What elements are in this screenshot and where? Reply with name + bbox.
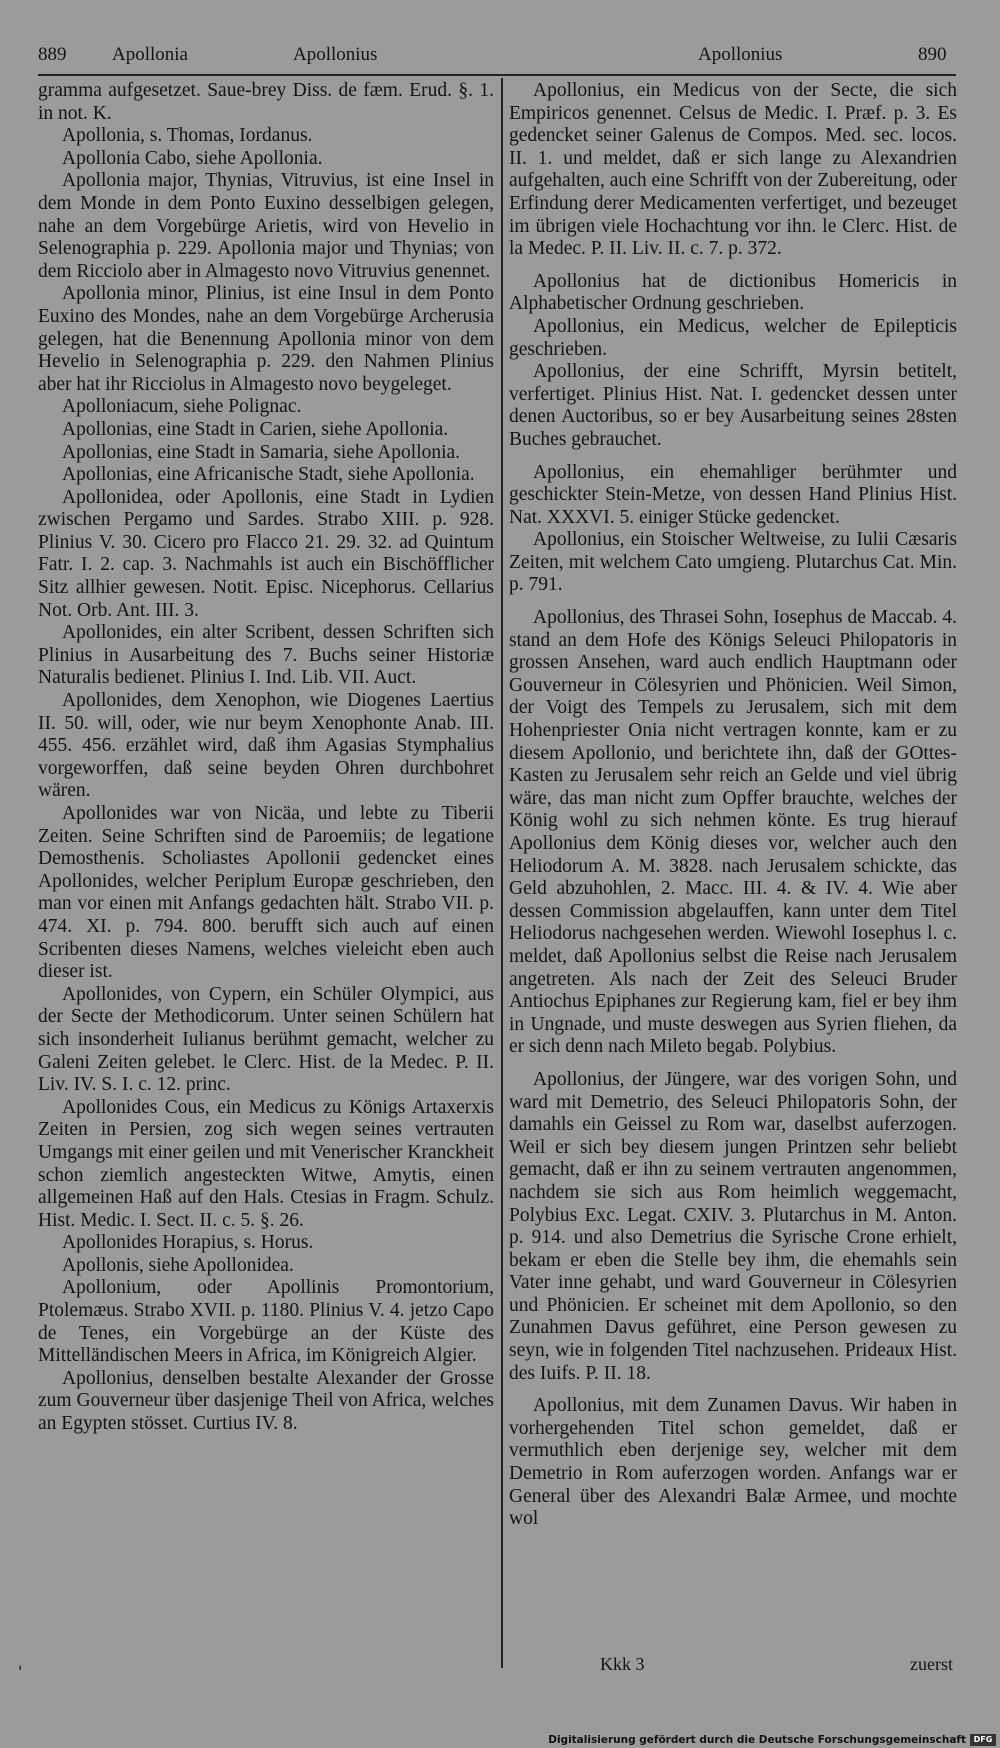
entry: Apollonia minor, Plinius, ist eine Insul in dem Ponto Euxino des Mondes, nahe an dem Vorgebürge Archerusia gelegen, hat die Benennung Apollonia minor von dem Hevelio in Selenographia p. 229. den Nahmen Plinius aber hat ihr Ricciolus in Almagesto novo beygeleget. — [38, 283, 494, 395]
catchword: zuerst — [910, 1654, 953, 1674]
entry: Apollonia Cabo, siehe Apollonia. — [62, 147, 323, 169]
running-head-left-2: Apollonius — [293, 44, 378, 65]
running-head-right: Apollonius — [698, 44, 783, 65]
entry: Apollonius, der Jüngere, war des vorigen Sohn, und ward mit Demetrio, des Seleuci Philopatoris Sohn, der damahls ein Geissel zu Rom war, daselbst auferzogen. Weil er sich bey diesem jungen Printzen sehr beliebt gemacht, daß er ihn zu seinem vertrauten angenommen, nachdem sie sich aus Rom heimlich weggemacht, Polybius Exc. Legat. CXIV. 3. Plutarchus in M. Anton. p. 914. und also Demetrius die Syrische Crone erhielt, bekam er eben die Stelle bey ihm, die ehemahls sein Vater inne gehabt, und ward Gouverneur in Cölesyrien und Phönicien. Er scheinet mit dem Apollonio, so den Zunahmen Davus geführet, eine Person gewesen zu seyn, wie in folgenden Titel nachzusehen. Prideaux Hist. des Iuifs. P. II. 18. — [509, 1068, 957, 1384]
entry: Apollonides war von Nicäa, und lebte zu Tiberii Zeiten. Seine Schriften sind de Paroemiis; de legatione Demosthenis. Scholiastes Apollonii gedencket eines Apollonides, welcher Periplum Europæ geschrieben, den man vor einen mit Anfangs gedachten hält. Strabo VII. p. 474. XI. p. 794. 800. berufft sich auch auf einen Scribenten dieses Namens, welches vieleicht eben auch dieser ist. — [38, 803, 494, 983]
entry: Apollonidea, oder Apollonis, eine Stadt in Lydien zwischen Pergamo und Sardes. Strabo XIII. p. 928. Plinius V. 30. Cicero pro Flacco 21. 29. 32. ad Quintum Fatr. I. 2. cap. 3. Nachmahls ist auch ein Bischöfflicher Sitz allhier gewesen. Notit. Episc. Nicephorus. Cellarius Not. Orb. Ant. III. 3. — [38, 486, 494, 621]
entry: Apollonium, oder Apollinis Promontorium, Ptolemæus. Strabo XVII. p. 1180. Plinius V. 4. jetzo Capo de Tenes, ein Vorgebürge an der Küste des Mittelländischen Meers in Africa, im Königreich Algier. — [38, 1277, 494, 1367]
entry: Apollonides, von Cypern, ein Schüler Olympici, aus der Secte der Methodicorum. Unter seinen Schülern hat sich insonderheit Iulianus berühmt gemacht, welcher zu Galeni Zeiten gelebet. le Clerc. Hist. de la Medec. P. II. Liv. IV. S. I. c. 12. princ. — [38, 983, 494, 1096]
entry: Apollonius, mit dem Zunamen Davus. Wir haben in vorhergehenden Titel schon gemeldet, daß er vermuthlich eben derjenige sey, welcher mit dem Demetrio in Rom auferzogen worden. Anfangs war er General über des Alexandri Balæ Armee, und mochte wol — [509, 1395, 957, 1530]
entry: Apollonius, der eine Schrifft, Myrsin betitelt, verfertiget. Plinius Hist. Nat. I. gedencket dessen unter denen Auctoribus, so er bey Ausarbeitung seines 28sten Buches gebrauchet. — [509, 361, 957, 450]
dfg-logo-icon: DFG — [970, 1734, 996, 1746]
entry: Apollonides, dem Xenophon, wie Diogenes Laertius II. 50. will, oder, wie nur beym Xenophonte Anab. III. 455. 456. erzählet wird, daß ihm Agasias Stymphalius vorgeworffen, daß seine beyden Ohren durchbohret wären. — [38, 690, 494, 802]
entry: Apollonius, ein Medicus von der Secte, die sich Empiricos genennet. Celsus de Medic. I. Præf. p. 3. Es gedencket seiner Galenus de Compos. Med. sec. locos. II. 1. und meldet, daß er sich lange zu Alexandrien aufgehalten, auch eine Schrifft von der Zubereitung, oder Erfindung derer Medicamenten verfertiget, und bezeuget im übrigen viele Hochachtung vor ihn. le Clerc. Hist. de la Medec. P. II. Liv. II. c. 7. p. 372. — [509, 80, 957, 260]
entry: Apollonius, ein Stoischer Weltweise, zu Iulii Cæsaris Zeiten, mit welchem Cato umgieng. Plutarchus Cat. Min. p. 791. — [509, 529, 957, 596]
entry: Apollonius hat de dictionibus Homericis in Alphabetischer Ordnung geschrieben. — [509, 270, 957, 315]
entry: Apollonides Horapius, s. Horus. — [62, 1232, 314, 1254]
entry: Apollonia major, Thynias, Vitruvius, ist eine Insel in dem Monde in dem Ponto Euxino desselbigen gelegen, nahe an dem Vorgebürge Arietis, wird von Hevelio in Selenographia p. 229. Apollonia major und Thynias; von dem Ricciolo aber in Almagesto novo Vitruvius genennet. — [38, 170, 494, 282]
footer-bar — [0, 1733, 1000, 1748]
running-head-left-1: Apollonia — [112, 44, 188, 65]
signature-mark: Kkk 3 — [600, 1654, 645, 1674]
page-number-right: 890 — [918, 44, 947, 65]
entry: Apollonius, ein ehemahliger berühmter und geschickter Stein-Metze, von dessen Hand Plinius Hist. Nat. XXXVI. 5. einiger Stücke gedencket. — [509, 461, 957, 528]
entry: Apollonia, s. Thomas, Iordanus. — [62, 125, 313, 147]
right-column — [509, 80, 957, 1531]
header-rule — [38, 74, 956, 76]
left-column — [38, 80, 494, 1436]
entry: Apolloniacum, siehe Polignac. — [62, 396, 302, 418]
entry: Apollonius, denselben bestalte Alexander der Grosse zum Gouverneur über dasjenige Theil von Africa, welches an Egypten stösset. Curtius IV. 8. — [38, 1367, 494, 1435]
entry: gramma aufgesetzet. Saue-brey Diss. de fæm. Erud. §. 1. in not. K. — [38, 80, 494, 124]
entry: Apollonides Cous, ein Medicus zu Königs Artaxerxis Zeiten in Persien, zog sich wegen seines vertrauten Umgangs mit einer geilen und mit Venerischer Kranckheit schon ziemlich angesteckten Witwe, Amytis, einen allgemeinen Haß auf den Hals. Ctesias in Fragm. Schulz. Hist. Medic. I. Sect. II. c. 5. §. 26. — [38, 1096, 494, 1231]
entry: Apollonias, eine Stadt in Samaria, siehe Apollonia. — [62, 441, 461, 463]
entry: Apollonius, ein Medicus, welcher de Epilepticis geschrieben. — [509, 315, 957, 360]
margin-mark: ' — [18, 1662, 23, 1681]
entry: Apollonis, siehe Apollonidea. — [62, 1254, 294, 1276]
footer-credit: Digitalisierung gefördert durch die Deutsche Forschungsgemeinschaft — [548, 1734, 966, 1746]
entry: Apollonias, eine Stadt in Carien, siehe Apollonia. — [62, 418, 449, 440]
entry: Apollonides, ein alter Scribent, dessen Schriften sich Plinius in Ausarbeitung des 7. Buchs seiner Historiæ Naturalis bedienet. Plinius I. Ind. Lib. VII. Auct. — [38, 622, 494, 689]
entry: Apollonius, des Thrasei Sohn, Iosephus de Maccab. 4. stand an dem Hofe des Königs Seleuci Philopatoris in grossen Ansehen, ward auch endlich Hauptmann oder Gouverneur in Cölesyrien und Phönicien. Weil Simon, der Voigt des Tempels zu Jerusalem, sich mit dem Hohenpriester Onia nicht vertragen konnte, kam er zu diesem Apollonio, und berichtete ihn, daß der GOttes-Kasten zu Jerusalem sehr reich an Gelde und viel übrig wäre, das man nicht zum Opffer brauchte, welches der König wohl zu sich nehmen könte. Es trug hierauf Apollonius dem König dieses vor, welcher auch den Heliodorum A. M. 3828. nach Jerusalem schickte, das Geld abzuhohlen, 2. Macc. III. 4. & IV. 4. Wie aber dessen Commission abgelauffen, kann unter dem Titel Heliodorus nachgesehen werden. Wiewohl Iosephus l. c. meldet, daß Apollonius selbst die Reise nach Jerusalem angetreten. Als nach der Zeit des Seleuci Bruder Antiochus Epiphanes zur Regierung kam, fiel er bey ihm in Ungnade, und muste deswegen aus Syrien fliehen, da er sich denn nach Mileto begab. Polybius. — [509, 607, 957, 1058]
entry: Apollonias, eine Africanische Stadt, siehe Apollonia. — [62, 464, 475, 486]
column-divider — [501, 78, 503, 1668]
page-number-left: 889 — [38, 44, 67, 65]
